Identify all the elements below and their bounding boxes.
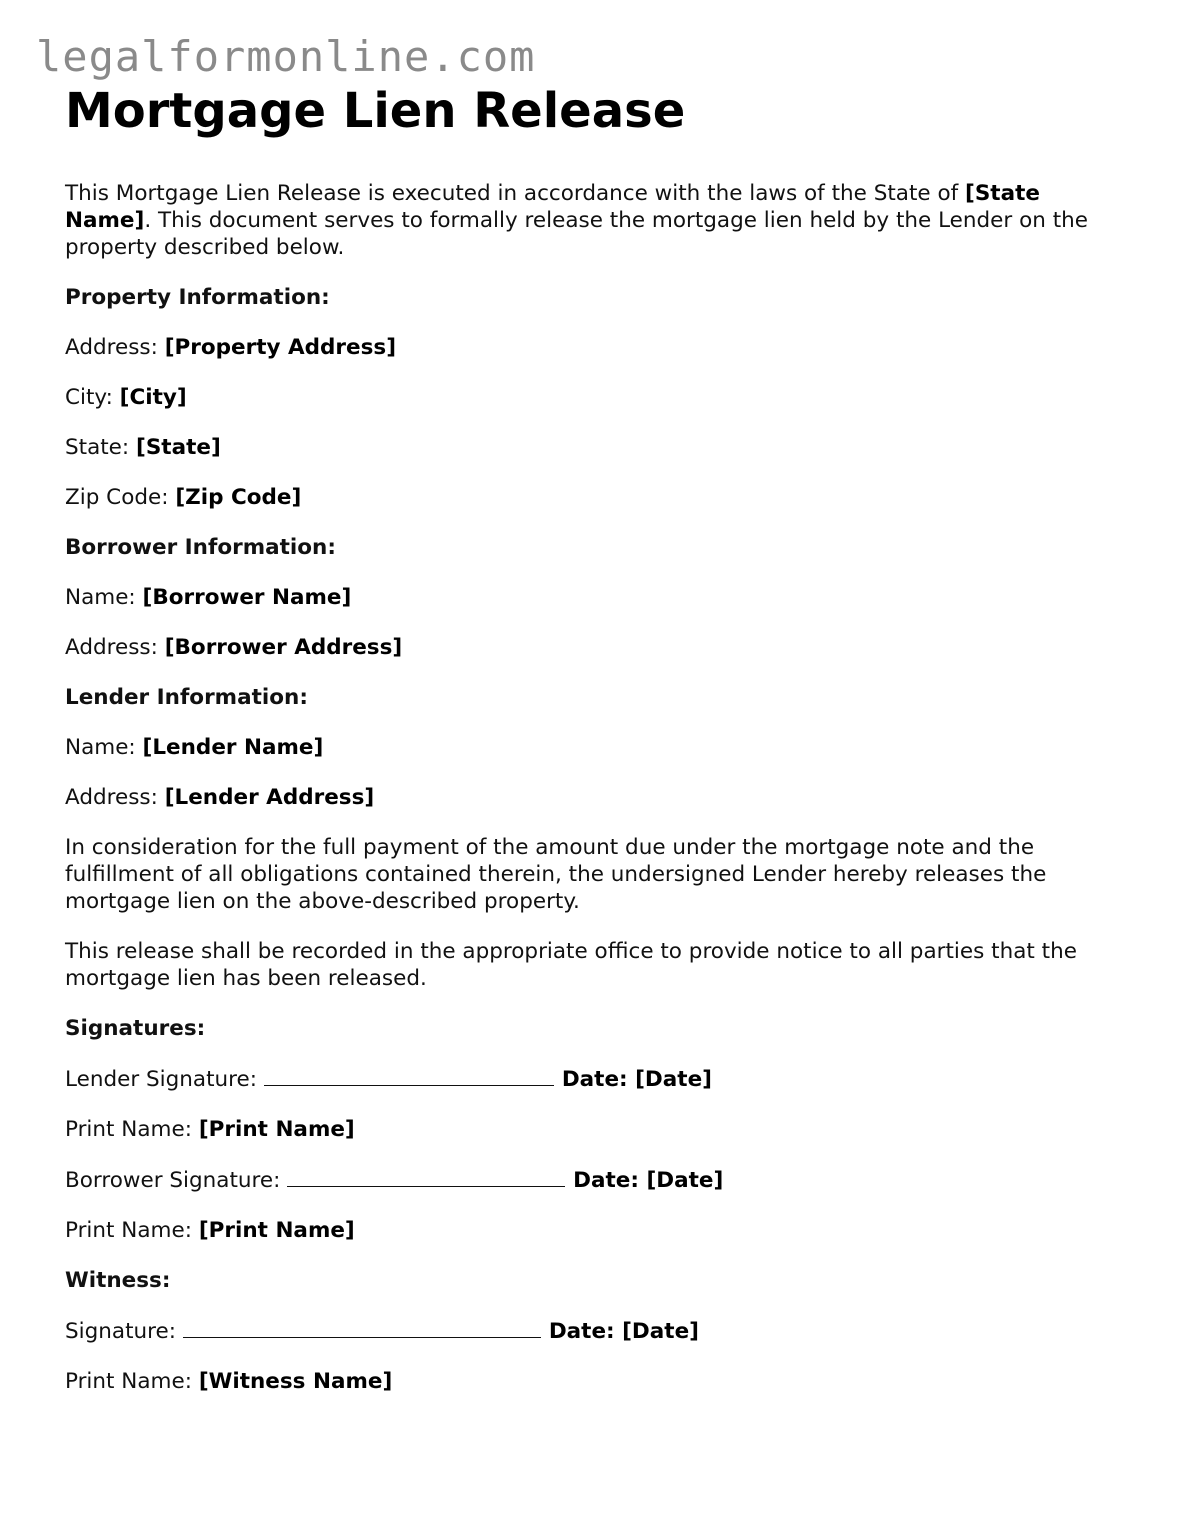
witness-signature-line	[65, 1317, 1125, 1345]
property-city-line	[65, 384, 1125, 411]
borrower-print-name-label: Print Name:	[65, 1218, 199, 1243]
property-zip-label: Zip Code:	[65, 485, 176, 510]
document-page	[65, 82, 1125, 1418]
property-zip-line	[65, 484, 1125, 511]
property-city-value: [City]	[119, 385, 187, 410]
property-address-line	[65, 334, 1125, 361]
borrower-address-line	[65, 634, 1125, 661]
lender-signature-label: Lender Signature:	[65, 1067, 264, 1092]
property-section-heading: Property Information:	[65, 285, 330, 310]
witness-section-heading: Witness:	[65, 1268, 171, 1293]
witness-signature-field[interactable]	[183, 1317, 541, 1338]
borrower-signature-line	[65, 1166, 1125, 1194]
lender-print-name-line	[65, 1116, 1125, 1143]
intro-text-before: This Mortgage Lien Release is executed in accordance with the laws of the State of	[65, 181, 965, 206]
property-address-label: Address:	[65, 335, 165, 360]
lender-name-line	[65, 734, 1125, 761]
lender-date: Date: [Date]	[561, 1067, 712, 1092]
lender-signature-line	[65, 1065, 1125, 1093]
lender-section-heading: Lender Information:	[65, 685, 308, 710]
lender-print-name-value: [Print Name]	[198, 1117, 355, 1142]
witness-print-name-value: [Witness Name]	[198, 1369, 393, 1394]
lender-address-value: [Lender Address]	[164, 785, 375, 810]
witness-print-name-line	[65, 1368, 1125, 1395]
borrower-section-heading: Borrower Information:	[65, 535, 336, 560]
borrower-name-value: [Borrower Name]	[142, 585, 352, 610]
borrower-address-value: [Borrower Address]	[164, 635, 403, 660]
recording-paragraph: This release shall be recorded in the appropriate office to provide notice to all parties that the mortgage lien has been released.	[65, 939, 1077, 991]
lender-name-label: Name:	[65, 735, 143, 760]
property-state-line	[65, 434, 1125, 461]
property-zip-value: [Zip Code]	[175, 485, 302, 510]
property-state-value: [State]	[136, 435, 221, 460]
lender-signature-field[interactable]	[264, 1065, 554, 1086]
lender-print-name-label: Print Name:	[65, 1117, 199, 1142]
lender-address-line	[65, 784, 1125, 811]
borrower-address-label: Address:	[65, 635, 165, 660]
property-address-value: [Property Address]	[164, 335, 397, 360]
borrower-name-line	[65, 584, 1125, 611]
borrower-print-name-line	[65, 1217, 1125, 1244]
borrower-print-name-value: [Print Name]	[198, 1218, 355, 1243]
intro-paragraph	[65, 180, 1125, 261]
state-name-placeholder: [State Name]	[65, 181, 1040, 233]
borrower-date: Date: [Date]	[573, 1168, 724, 1193]
witness-date: Date: [Date]	[548, 1319, 699, 1344]
consideration-paragraph: In consideration for the full payment of the amount due under the mortgage note and the fulfillment of all obligations contained therein, the undersigned Lender hereby releases the mortgage lien on the above-described property.	[65, 835, 1047, 914]
witness-print-name-label: Print Name:	[65, 1369, 199, 1394]
document-title: Mortgage Lien Release	[65, 83, 686, 139]
borrower-signature-field[interactable]	[287, 1166, 565, 1187]
borrower-signature-label: Borrower Signature:	[65, 1168, 288, 1193]
watermark: legalformonline.com	[36, 32, 536, 81]
lender-name-value: [Lender Name]	[142, 735, 324, 760]
property-city-label: City:	[65, 385, 120, 410]
intro-text-after: . This document serves to formally release the mortgage lien held by the Lender on the property described below.	[65, 208, 1088, 260]
borrower-name-label: Name:	[65, 585, 143, 610]
signatures-section-heading: Signatures:	[65, 1016, 206, 1041]
witness-signature-label: Signature:	[65, 1319, 183, 1344]
lender-address-label: Address:	[65, 785, 165, 810]
property-state-label: State:	[65, 435, 136, 460]
